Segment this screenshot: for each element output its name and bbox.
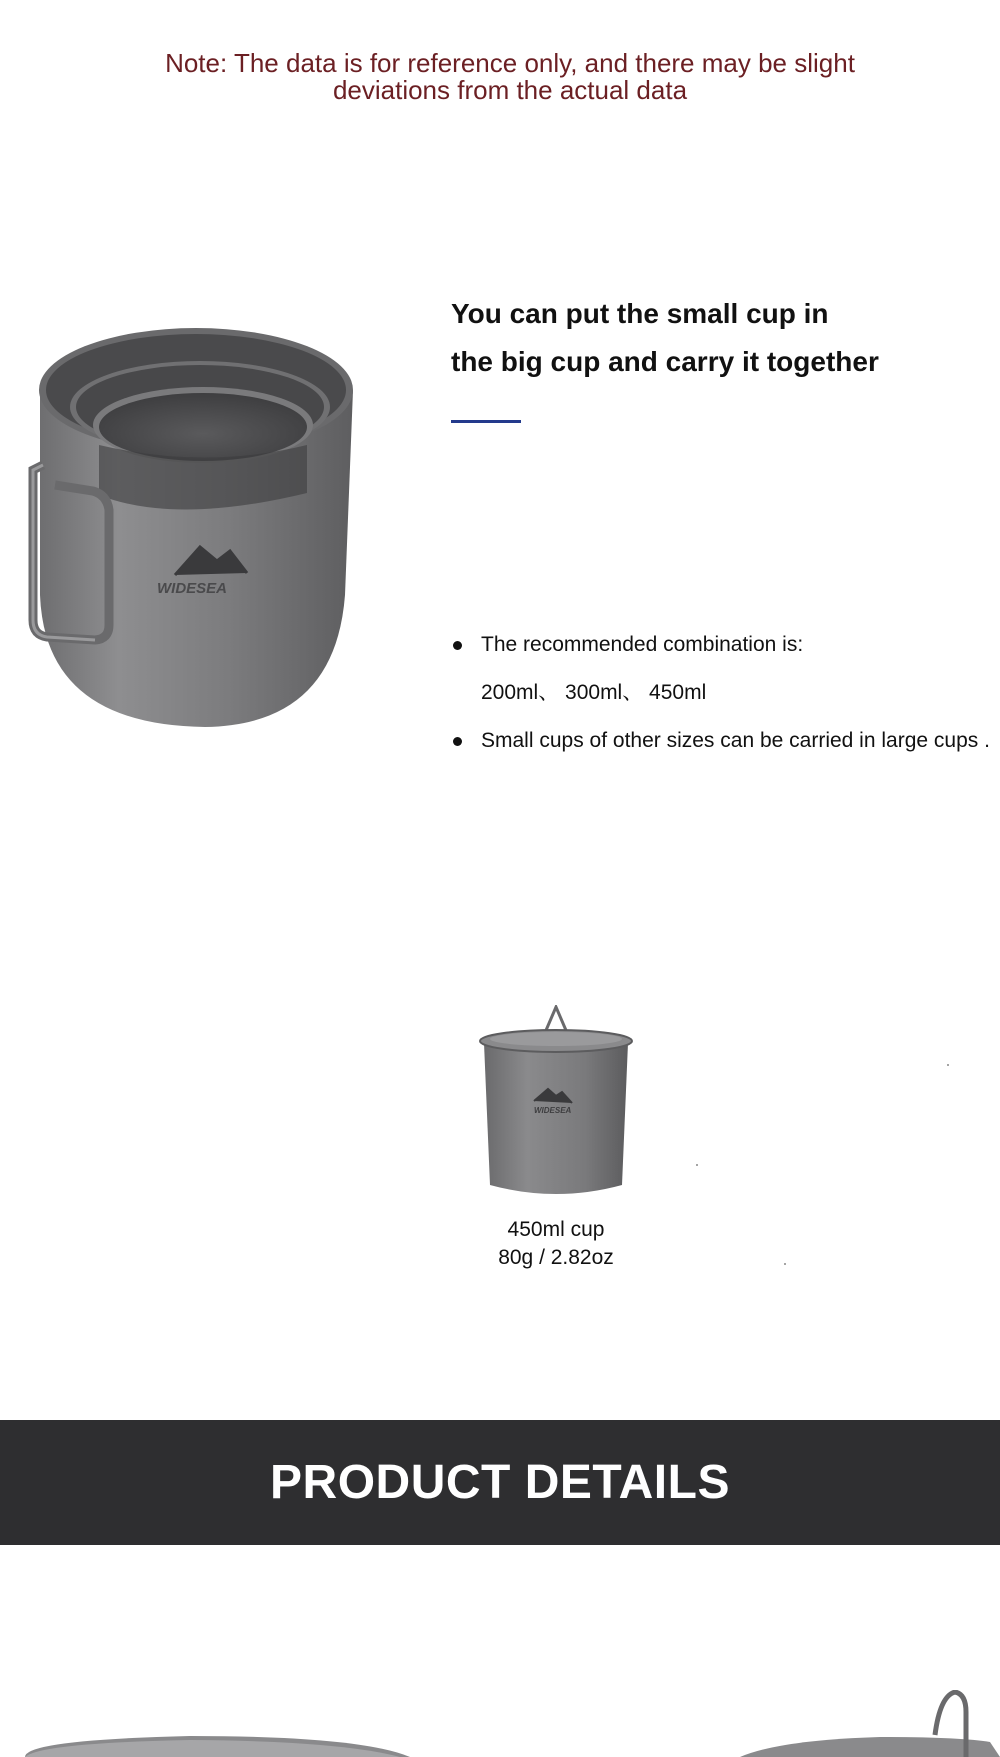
size-combination: 200ml、 300ml、 450ml <box>481 681 707 704</box>
cup-logo-text: WIDESEA <box>157 580 228 597</box>
cup-weight: 80g / 2.82oz <box>498 1246 614 1269</box>
note-line-1: Note: The data is for reference only, and there may be slight <box>165 48 855 78</box>
bullet-item <box>451 726 996 774</box>
bullet-text-other-sizes: Small cups of other sizes can be carried in large cups . <box>481 729 990 752</box>
bullet-item <box>451 630 996 678</box>
section-title: PRODUCT DETAILS <box>270 1456 730 1509</box>
nested-cups-image <box>25 295 375 730</box>
note-line-2: deviations from the actual data <box>332 75 688 105</box>
bullet-dot-icon <box>453 641 462 650</box>
cup-capacity: 450ml cup <box>507 1218 605 1241</box>
bullet-dot-icon <box>453 737 462 746</box>
feature-headline <box>451 290 991 386</box>
product-details-banner <box>0 1420 1000 1545</box>
reference-note <box>0 50 1000 104</box>
feature-bullets <box>451 630 996 774</box>
cup-caption <box>456 1216 656 1272</box>
bullet-text-combination: The recommended combination is: <box>481 633 804 656</box>
speck-mark <box>784 1263 786 1265</box>
speck-mark <box>696 1164 698 1166</box>
speck-mark <box>947 1064 949 1066</box>
small-cup-image <box>476 1005 636 1205</box>
headline-line-1: You can put the small cup in <box>451 298 829 329</box>
product-details-image-partial <box>0 1690 1000 1757</box>
headline-line-2: the big cup and carry it together <box>451 346 879 377</box>
small-cup-logo-text: WIDESEA <box>534 1106 572 1115</box>
accent-divider <box>451 420 521 423</box>
